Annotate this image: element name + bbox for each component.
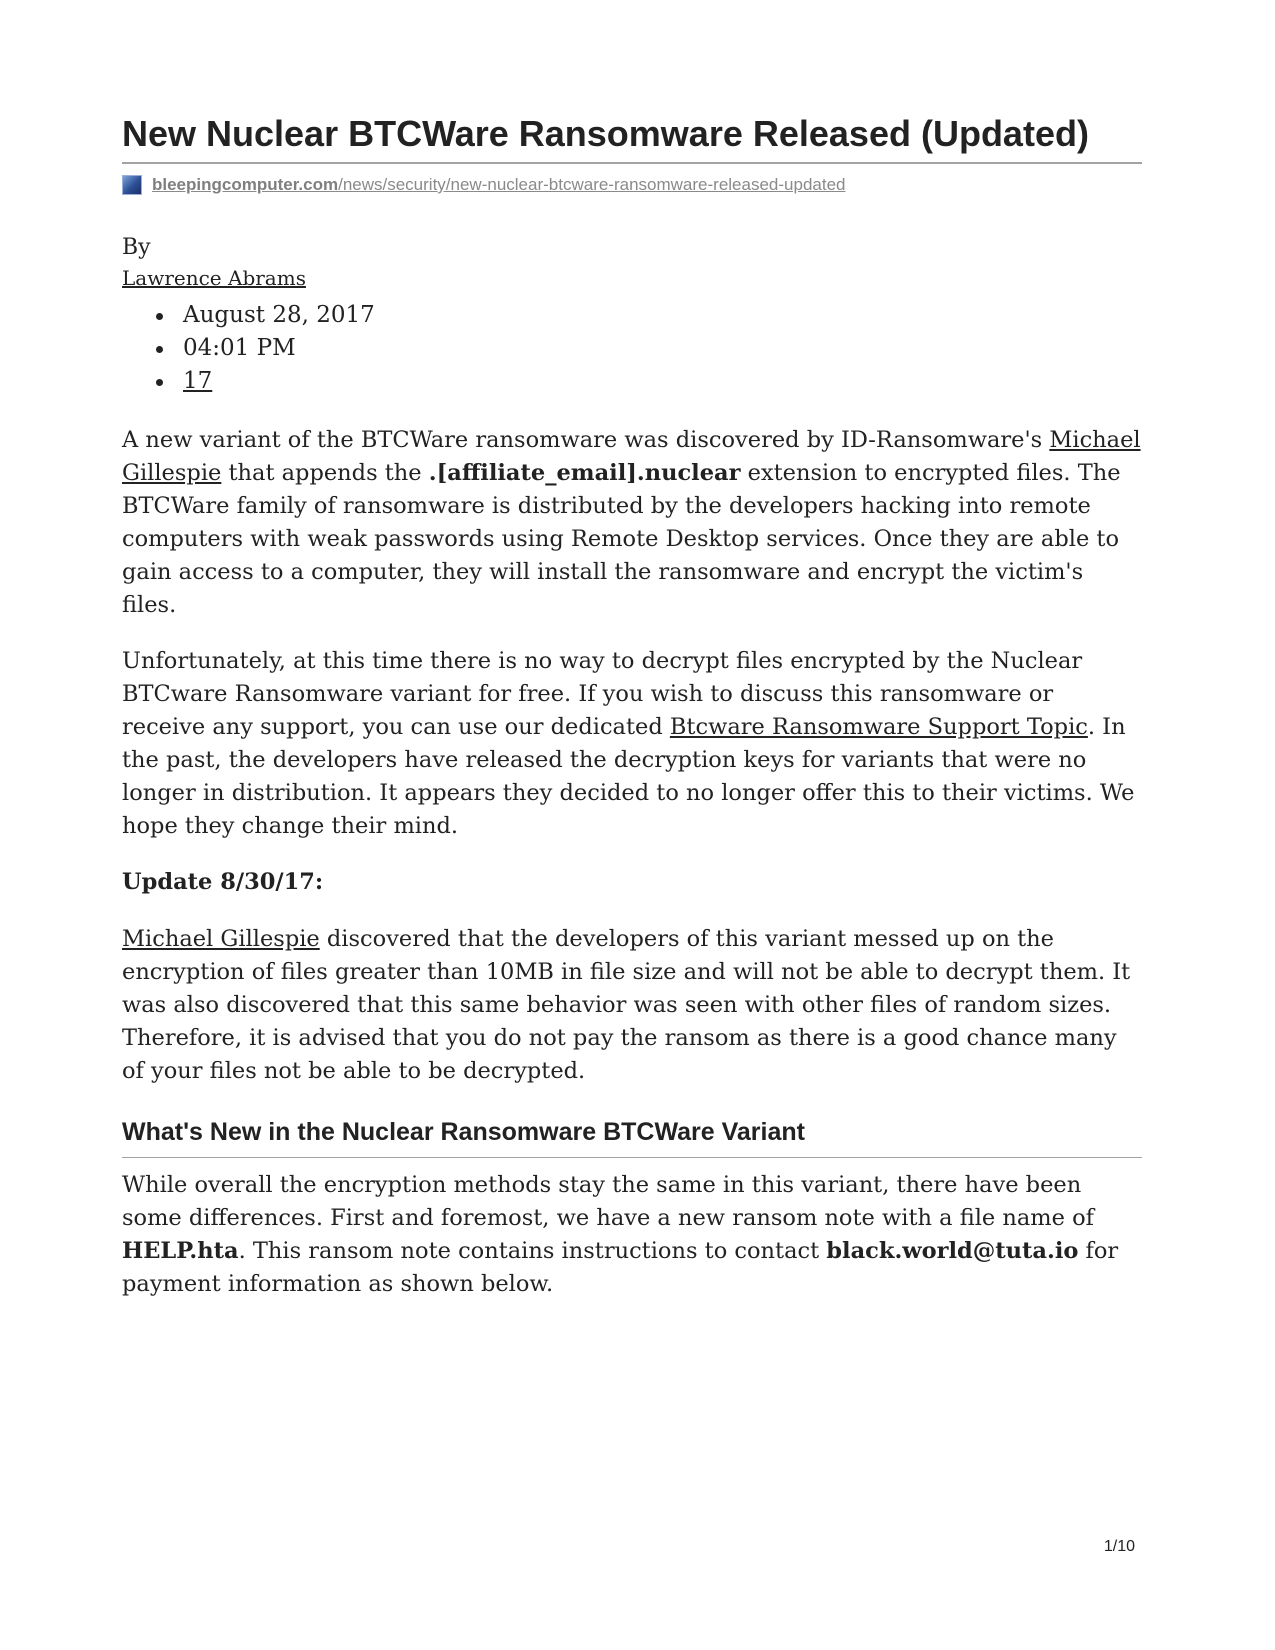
article-meta-list	[122, 299, 1142, 398]
bullet-icon	[156, 346, 163, 353]
bullet-icon	[156, 313, 163, 320]
text: discovered that the developers of this variant messed up on the encryption of files greater than 10MB in file size and will not be able to decrypt them. It was also discovered that this same behavior was seen with other files of random sizes. Therefore, it is advised that you do not pay the ransom as there is a good chance many of your files not be able to be decrypted.	[122, 926, 1131, 1084]
source-path: /news/security/new-nuclear-btcware-ransomware-released-updated	[338, 175, 846, 194]
article-title: New Nuclear BTCWare Ransomware Released (Updated)	[122, 113, 1089, 154]
time-text: 04:01 PM	[183, 335, 296, 361]
section-divider	[122, 1157, 1142, 1158]
extension-name: .[affiliate_email].nuclear	[428, 460, 741, 486]
michael-gillespie-link[interactable]: Michael Gillespie	[122, 427, 1141, 486]
text: Unfortunately, at this time there is no way to decrypt files encrypted by the Nuclear BTCware Ransomware variant for free. If you wish to discuss this ransomware or receive any support, you can use our dedicated	[122, 648, 1083, 740]
paragraph-whats-new	[122, 1169, 1142, 1301]
michael-gillespie-link[interactable]: Michael Gillespie	[122, 926, 320, 952]
author	[122, 263, 1142, 293]
support-topic-link[interactable]: Btcware Ransomware Support Topic	[669, 714, 1088, 740]
paragraph-decryption	[122, 645, 1142, 843]
paragraph-intro	[122, 424, 1142, 622]
meta-time	[156, 332, 1142, 365]
ransom-note-filename: HELP.hta	[122, 1238, 239, 1264]
text: While overall the encryption methods stay the same in this variant, there have been some differences. First and foremost, we have a new ransom note with a file name of	[122, 1172, 1094, 1231]
source-domain: bleepingcomputer.com	[152, 175, 339, 194]
author-link[interactable]: Lawrence Abrams	[122, 266, 306, 290]
contact-email: black.world@tuta.io	[826, 1238, 1079, 1264]
bullet-icon	[156, 379, 163, 386]
section-heading: What's New in the Nuclear Ransomware BTCWare Variant	[122, 1118, 805, 1146]
text: for payment information as shown below.	[122, 1238, 1119, 1297]
date-text: August 28, 2017	[183, 302, 375, 328]
text: that appends the	[221, 460, 429, 486]
site-favicon-icon	[122, 175, 142, 195]
meta-comments	[156, 365, 1142, 398]
article	[122, 112, 1142, 1301]
page-number: 1/10	[1103, 1538, 1135, 1555]
meta-date	[156, 299, 1142, 332]
byline-label: By	[122, 235, 151, 260]
title-divider	[122, 162, 1142, 164]
source-url	[122, 175, 1142, 195]
text: A new variant of the BTCWare ransomware was discovered by ID-Ransomware's	[122, 427, 1050, 453]
text: . This ransom note contains instructions to contact	[238, 1238, 827, 1264]
text: . In the past, the developers have released the decryption keys for variants that were no longer in distribution. It appears they decided to no longer offer this to their victims. We hope they change their mind.	[122, 714, 1135, 839]
paragraph-update	[122, 923, 1142, 1088]
text: extension to encrypted files. The BTCWare family of ransomware is distributed by the developers hacking into remote computers with weak passwords using Remote Desktop services. Once they are able to gain access to a computer, they will install the ransomware and encrypt the victim's files.	[122, 460, 1121, 618]
comments-link[interactable]: 17	[183, 368, 213, 394]
update-heading: Update 8/30/17:	[122, 869, 324, 895]
source-link[interactable]	[152, 175, 846, 195]
